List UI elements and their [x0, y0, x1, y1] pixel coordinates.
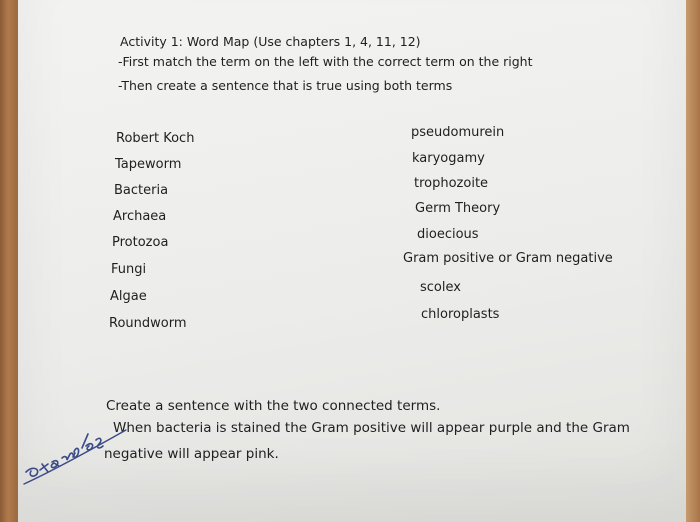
activity-title: Activity 1: Word Map (Use chapters 1, 4, 11, 12) — [120, 34, 421, 49]
left-term: Protozoa — [112, 235, 169, 250]
left-term: Archaea — [113, 209, 167, 224]
instruction-match: -First match the term on the left with the correct term on the right — [118, 54, 533, 69]
left-term: Bacteria — [114, 183, 169, 198]
right-term: Gram positive or Gram negative — [403, 251, 613, 266]
example-sentence-line1: When bacteria is stained the Gram positive will appear purple and the Gram — [113, 420, 630, 436]
left-term: Roundworm — [109, 316, 187, 331]
right-term: pseudomurein — [411, 125, 505, 140]
right-term: karyogamy — [412, 151, 485, 166]
desk-right-edge — [686, 0, 700, 522]
right-term: trophozoite — [414, 176, 489, 191]
instruction-sentence: -Then create a sentence that is true using both terms — [118, 78, 453, 93]
example-sentence-line2: negative will appear pink. — [104, 446, 279, 462]
right-term: dioecious — [417, 227, 479, 242]
left-term: Tapeworm — [115, 157, 182, 172]
right-term: scolex — [420, 280, 461, 295]
handwritten-examples-note — [20, 418, 130, 488]
right-term: chloroplasts — [421, 307, 500, 322]
desk-left-edge — [0, 0, 18, 522]
left-term: Robert Koch — [116, 131, 195, 146]
left-term: Fungi — [111, 262, 147, 277]
left-term: Algae — [110, 289, 147, 304]
right-term: Germ Theory — [415, 201, 501, 216]
sentence-prompt: Create a sentence with the two connected terms. — [106, 398, 441, 414]
